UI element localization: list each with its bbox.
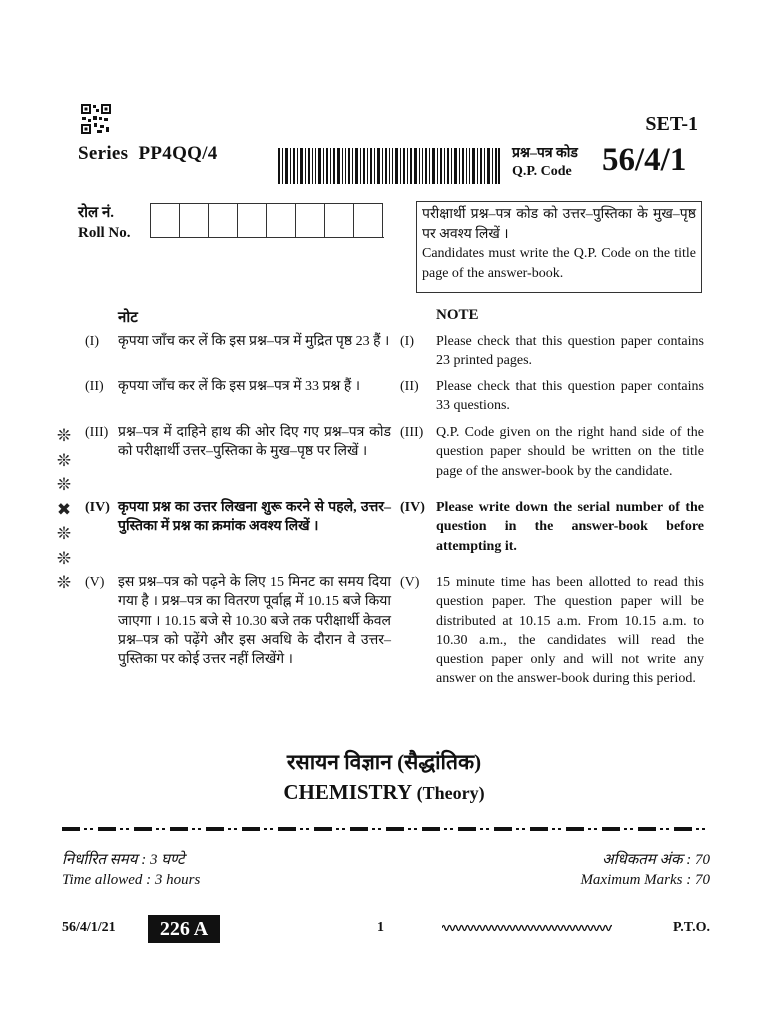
- note-english-text: Please check that this question paper contains 23 printed pages.: [436, 334, 704, 369]
- star-icon: ❊: [56, 573, 72, 593]
- note-english-text: Q.P. Code given on the right hand side of the question paper should be written on the title page of the answer-book by the candidate.: [436, 425, 704, 479]
- roll-number-boxes[interactable]: [150, 203, 383, 238]
- divider-dash: [278, 827, 296, 831]
- footer-code-box: 226 A: [148, 915, 220, 943]
- roll-label-english: Roll No.: [78, 225, 131, 241]
- note-english-number: (III): [400, 425, 424, 440]
- divider-dash: [206, 827, 224, 831]
- divider-dot: [516, 828, 519, 830]
- divider-dash: [638, 827, 656, 831]
- divider-dot: [414, 828, 417, 830]
- series-code: PP4QQ/4: [138, 143, 218, 164]
- divider-dash: [494, 827, 512, 831]
- subject-subtitle: (Theory): [416, 783, 485, 803]
- divider-dot: [162, 828, 165, 830]
- divider-dot: [270, 828, 273, 830]
- roll-number-box[interactable]: [354, 204, 383, 237]
- divider-dot: [156, 828, 159, 830]
- divider-dot: [120, 828, 123, 830]
- note-english-text: Please write down the serial number of the question in the answer-book before attempting it.: [436, 500, 704, 554]
- time-allowed-english: Time allowed : 3 hours: [62, 872, 201, 888]
- qp-code-label-hindi: प्रश्न–पत्र कोड: [512, 146, 578, 161]
- note-hindi-number: (IV): [85, 500, 110, 515]
- roll-number-box[interactable]: [180, 204, 209, 237]
- divider-dot: [306, 828, 309, 830]
- note-english-number: (V): [400, 575, 420, 590]
- decorative-stars: [52, 424, 76, 596]
- divider-dash: [530, 827, 548, 831]
- qp-code-label-english: Q.P. Code: [512, 164, 572, 179]
- note-english-number: (I): [400, 334, 414, 349]
- divider-dash: [566, 827, 584, 831]
- divider-dot: [300, 828, 303, 830]
- divider-dot: [228, 828, 231, 830]
- divider-dash: [350, 827, 368, 831]
- note-english-number: (II): [400, 379, 419, 394]
- divider-dash: [242, 827, 260, 831]
- series-line: [78, 143, 218, 165]
- note-hindi-text: कृपया प्रश्न का उत्तर लिखना शुरू करने से पहले, उत्तर–पुस्तिका में प्रश्न का क्रमांक अवश्य लिखें ।: [118, 500, 391, 535]
- roll-number-label: [78, 203, 131, 243]
- divider-dash: [134, 827, 152, 831]
- candidate-instruction-box: [416, 201, 702, 293]
- divider-dot: [234, 828, 237, 830]
- divider-dash: [98, 827, 116, 831]
- divider-dot: [624, 828, 627, 830]
- subject-name: CHEMISTRY: [283, 780, 412, 804]
- qp-code-label: [512, 145, 578, 181]
- star-icon: ❊: [56, 548, 72, 569]
- star-icon: ❊: [56, 426, 72, 446]
- series-label: Series: [78, 143, 129, 164]
- divider-dot: [486, 828, 489, 830]
- note-english-text: Please check that this question paper contains 33 questions.: [436, 379, 704, 414]
- divider-dot: [552, 828, 555, 830]
- divider-dot: [372, 828, 375, 830]
- divider-dot: [336, 828, 339, 830]
- divider-dot: [378, 828, 381, 830]
- wavy-line: [442, 922, 612, 934]
- roll-number-box[interactable]: [151, 204, 180, 237]
- footer-code: 56/4/1/21: [62, 920, 116, 935]
- candidate-instruction-hindi: परीक्षार्थी प्रश्न–पत्र कोड को उत्तर–पुस्तिका के मुख–पृष्ठ पर अवश्य लिखें ।: [422, 207, 696, 242]
- divider-dot: [558, 828, 561, 830]
- note-heading-english: NOTE: [436, 307, 479, 323]
- divider-dot: [198, 828, 201, 830]
- divider-dot: [480, 828, 483, 830]
- note-english-text: 15 minute time has been allotted to read this question paper. The question paper will be distributed at 10.15 a.m. From 10.15 a.m. to 10.30 a.m., the candidates will read the question paper only and will not write any answer on the answer-book during this period.: [436, 575, 704, 687]
- divider-dash: [422, 827, 440, 831]
- star-icon: ❊: [56, 524, 72, 544]
- roll-number-box[interactable]: [296, 204, 325, 237]
- roll-number-box[interactable]: [209, 204, 238, 237]
- divider-dot: [666, 828, 669, 830]
- divider-dot: [342, 828, 345, 830]
- divider-dot: [408, 828, 411, 830]
- note-hindi-text: प्रश्न–पत्र में दाहिने हाथ की ओर दिए गए प्रश्न–पत्र कोड को परीक्षार्थी उत्तर–पुस्तिका के मुख–पृष्ठ पर लिखें ।: [118, 425, 391, 460]
- subject-title-english: [0, 780, 768, 805]
- divider-dot: [126, 828, 129, 830]
- max-marks-hindi: अधिकतम अंक : 70: [602, 852, 710, 868]
- cross-icon: ✖: [56, 499, 72, 520]
- divider-dash: [170, 827, 188, 831]
- note-hindi-number: (I): [85, 334, 99, 349]
- divider-dot: [660, 828, 663, 830]
- roll-number-box[interactable]: [267, 204, 296, 237]
- roll-number-box[interactable]: [325, 204, 354, 237]
- note-hindi-text: कृपया जाँच कर लें कि इस प्रश्न–पत्र में मुद्रित पृष्ठ 23 हैं ।: [118, 334, 390, 349]
- candidate-instruction-english: Candidates must write the Q.P. Code on the title page of the answer-book.: [422, 246, 696, 281]
- note-hindi-number: (III): [85, 425, 109, 440]
- star-icon: ❊: [56, 450, 72, 471]
- divider-dash: [62, 827, 80, 831]
- divider-dash: [674, 827, 692, 831]
- barcode: [278, 148, 500, 184]
- qp-code-value: 56/4/1: [602, 142, 687, 178]
- note-hindi-text: कृपया जाँच कर लें कि इस प्रश्न–पत्र में 33 प्रश्न हैं ।: [118, 379, 361, 394]
- please-turn-over: P.T.O.: [673, 920, 710, 935]
- note-heading-hindi: नोट: [118, 310, 138, 326]
- set-number: SET-1: [645, 113, 698, 135]
- divider-dot: [192, 828, 195, 830]
- divider-dot: [450, 828, 453, 830]
- roll-number-box[interactable]: [238, 204, 267, 237]
- note-hindi-number: (V): [85, 575, 105, 590]
- divider-dot: [630, 828, 633, 830]
- divider-dot: [696, 828, 699, 830]
- note-hindi-number: (II): [85, 379, 104, 394]
- divider-dash: [314, 827, 332, 831]
- divider-dot: [522, 828, 525, 830]
- divider-dot: [444, 828, 447, 830]
- note-english-number: (IV): [400, 500, 425, 515]
- subject-title-hindi: रसायन विज्ञान (सैद्धांतिक): [286, 750, 482, 774]
- divider-dot: [588, 828, 591, 830]
- divider-dot: [90, 828, 93, 830]
- time-allowed-hindi: निर्धारित समय : 3 घण्टे: [62, 852, 185, 868]
- star-icon: ❊: [56, 475, 72, 495]
- divider-dot: [594, 828, 597, 830]
- max-marks-english: Maximum Marks : 70: [580, 872, 710, 888]
- divider-dot: [264, 828, 267, 830]
- roll-label-hindi: रोल नं.: [78, 205, 115, 221]
- divider-dash: [458, 827, 476, 831]
- divider-dot: [84, 828, 87, 830]
- note-hindi-text: इस प्रश्न–पत्र को पढ़ने के लिए 15 मिनट का समय दिया गया है । प्रश्न–पत्र का वितरण पूर्वाह्न में 10.15 बजे किया जाएगा । 10.15 बजे से 10.30 बजे तक परीक्षार्थी केवल प्रश्न–पत्र को पढ़ेंगे और इस अवधि के दौरान वे उत्तर–पुस्तिका पर कोई उत्तर नहीं लिखेंगे ।: [118, 575, 391, 668]
- roll-number-underline: [150, 237, 384, 238]
- page-number: 1: [377, 920, 384, 935]
- dash-dot-divider: [62, 827, 708, 831]
- divider-dash: [602, 827, 620, 831]
- divider-dash: [386, 827, 404, 831]
- qr-code: [80, 103, 112, 135]
- divider-dot: [702, 828, 705, 830]
